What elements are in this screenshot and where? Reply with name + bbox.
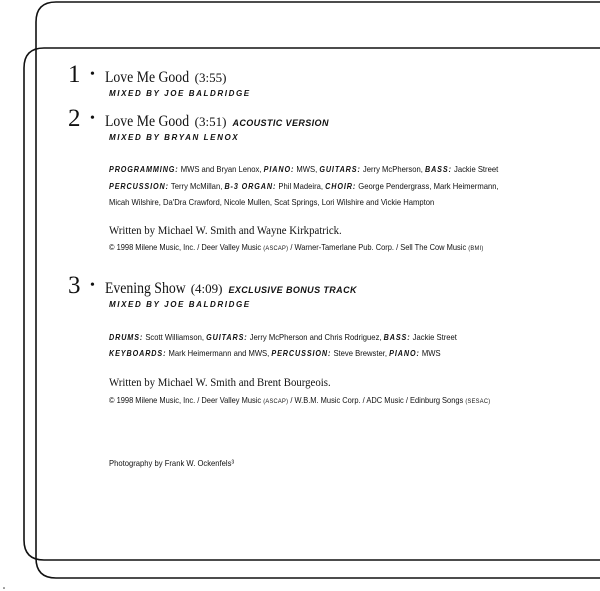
credit-text: Jerry McPherson and Chris Rodriguez, [247, 332, 384, 342]
credit-role: PIANO: [263, 165, 295, 174]
songwriter-credit: Written by Michael W. Smith and Brent Bourgeois. [109, 375, 331, 389]
credit-text: MWS [419, 348, 441, 358]
track-number: 2 [68, 105, 81, 132]
pro-affiliation: (BMI) [468, 245, 484, 252]
credit-text: MWS, [294, 164, 320, 174]
musician-credits-line [109, 197, 434, 207]
credit-role: GUITARS: [319, 165, 361, 174]
musician-credits-line [109, 181, 499, 191]
credit-text: Scott Williamson, [143, 332, 207, 342]
credit-role: B-3 ORGAN: [224, 182, 277, 191]
song-duration: (3:55) [194, 70, 227, 85]
credit-text: George Pendergrass, Mark Heimermann, [356, 181, 499, 191]
track-number: 1 [68, 61, 81, 88]
song-title: Love Me Good [104, 69, 189, 86]
track-1-heading [68, 62, 226, 87]
song-duration: (4:09) [190, 281, 223, 296]
bullet-icon: • [90, 111, 95, 126]
copyright-text: © 1998 Milene Music, Inc. / Deer Valley Music [109, 242, 264, 252]
version-note: ACOUSTIC VERSION [232, 118, 329, 128]
copyright-text: / Warner-Tamerlane Pub. Corp. / Sell The Cow Music [288, 242, 469, 252]
copyright-text: © 1998 Milene Music, Inc. / Deer Valley Music [109, 395, 264, 405]
credit-text: Terry McMillan, [168, 181, 225, 191]
credit-role: CHOIR: [325, 182, 357, 191]
musician-credits-line [109, 348, 441, 358]
credit-text: Mark Heimermann and MWS, [166, 348, 272, 358]
pro-affiliation: (SESAC) [465, 398, 491, 405]
credit-text: Jackie Street [451, 164, 499, 174]
credit-text: Jackie Street [410, 332, 457, 342]
song-title: Evening Show [104, 280, 186, 297]
credit-role: PIANO: [389, 349, 420, 358]
copyright-line [109, 242, 484, 252]
credit-role: PERCUSSION: [109, 182, 169, 191]
credit-role: BASS: [424, 165, 452, 174]
credit-role: GUITARS: [206, 333, 248, 342]
version-note: EXCLUSIVE BONUS TRACK [228, 285, 357, 295]
credit-text: Jerry McPherson, [360, 164, 425, 174]
mix-credit: MIXED BY JOE BALDRIDGE [109, 300, 251, 309]
credit-role: DRUMS: [109, 333, 144, 342]
copyright-text: / W.B.M. Music Corp. / ADC Music / Edinburg Songs [288, 395, 466, 405]
track-number: 3 [68, 272, 81, 299]
credit-role: PERCUSSION: [271, 349, 332, 358]
credit-text: Steve Brewster, [331, 348, 390, 358]
song-title: Love Me Good [104, 113, 189, 130]
song-duration: (3:51) [194, 114, 227, 129]
photo-credit: Photography by Frank W. Ockenfels³ [109, 458, 235, 468]
credit-role: KEYBOARDS: [109, 349, 167, 358]
pro-affiliation: (ASCAP) [263, 245, 289, 252]
credit-text: MWS and Bryan Lenox, [178, 164, 264, 174]
pro-affiliation: (ASCAP) [263, 398, 289, 405]
copyright-line [109, 395, 490, 405]
mix-credit: MIXED BY BRYAN LENOX [109, 133, 240, 142]
track-3-heading [68, 273, 357, 298]
bullet-icon: • [90, 67, 95, 82]
mix-credit: MIXED BY JOE BALDRIDGE [109, 89, 251, 98]
track-2-heading [68, 106, 329, 131]
musician-credits-line [109, 332, 457, 342]
musician-credits-line [109, 164, 498, 174]
credit-text: Micah Wilshire, Da'Dra Crawford, Nicole Mullen, Scat Springs, Lori Wilshire and Vickie Hampton [109, 197, 435, 207]
bullet-icon: • [90, 278, 95, 293]
credit-role: BASS: [383, 333, 411, 342]
credit-text: Phil Madeira, [276, 181, 326, 191]
songwriter-credit: Written by Michael W. Smith and Wayne Kirkpatrick. [109, 223, 342, 237]
credit-role: PROGRAMMING: [109, 165, 179, 174]
